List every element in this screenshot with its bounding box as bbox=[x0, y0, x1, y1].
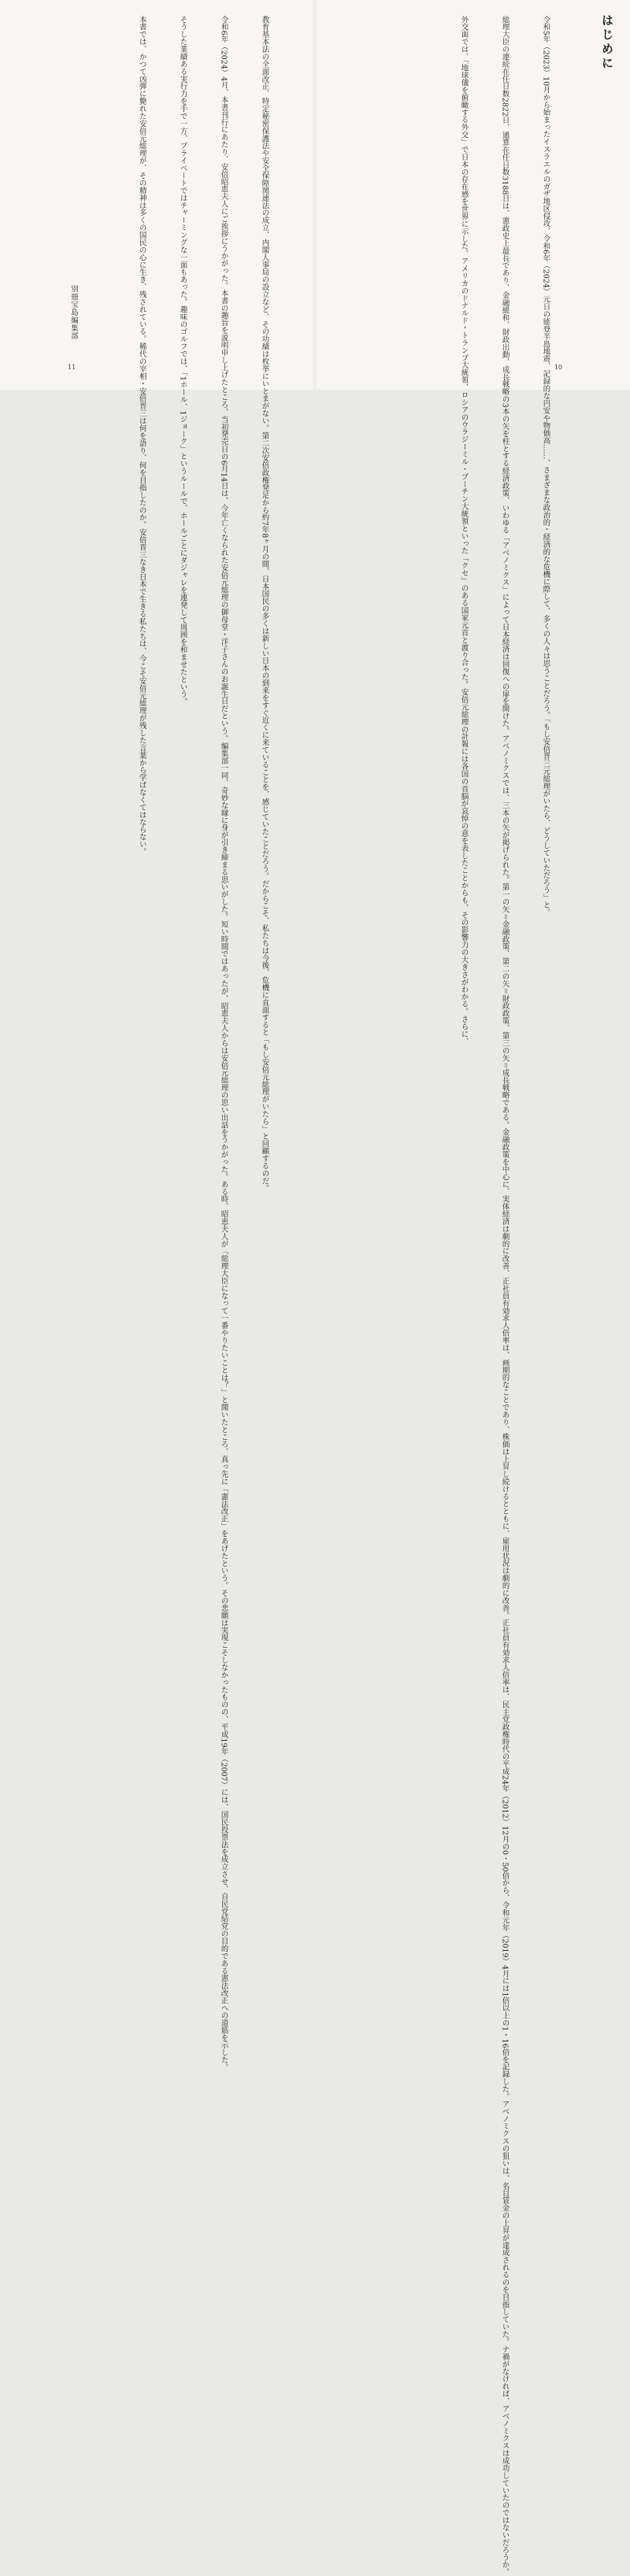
right-paragraph-1: 令和5年（2023）10月から始まったイスラエルのガザ地区侵攻、令和6年（2024）元日の能登半島地震、記録的な円安や物価高……、さまざまな政治的・経済的な危機に際して、多くの人々は思うことだろう。「もし安倍晋三元総理がいたら、どうしていただろう」と。 bbox=[541, 16, 550, 916]
left-paragraph-1: 教育基本法の全面改正、特定秘密保護法や安全保障関連法の成立、内閣人事局の設立など、その功績は枚挙にいとまがない。第二次安倍政権発足から約7年8ヶ月の間、日本国民の多くは新しい日本の到来をすぐ近くに来ていることを、感じていたことだろう。だからこそ、私たちは今後、危機に直面すると「もし安倍元総理がいたら」と回顧するのだ。 bbox=[260, 16, 269, 1193]
right-paragraph-2: 総理大臣の連続在任日数2822日、通算在任日数3188日は、憲政史上最長であり、金融緩和、財政出動、成長戦略の3本の矢を柱とする経済政策、いわゆる「アベノミクス」によって日本経済は回復への扉を開けた。アベノミクスでは、三本の矢が掲げられた。第一の矢＝金融政策、第二の矢＝財政政策、第三の矢＝成長戦略である。金融政策を中心に、実体経済は劇的に改善、正社員有効求人倍率は、画期的なことであり、株価は上昇し続けるとともに、雇用状況は劇的に改善。正社員有効求人倍率は、民主党政権時代の平成24年（2012）12月の0・50倍から、令和元年（2019）4月には1倍以上の1・16倍を記録した。アベノミクスの狙いは、名目賃金の上昇が達成されるのを目指していた。ナ禍がなければ、アベノミクスは成功していたのではないだろうか。 bbox=[500, 16, 510, 2576]
right-page-body bbox=[332, 16, 580, 2576]
left-page bbox=[0, 0, 314, 2071]
right-page bbox=[316, 0, 630, 2576]
left-paragraph-4: 本書では、かつて凶弾に斃れた安倍元総理が、その精神は多くの国民の心に生き、残されている。稀代の宰相・安倍晋三は何を語り、何を目指したのか。安倍晋三なき日本で生きる私たちは、今こそ安倍元総理が残した言葉から学ばなくてはならない。 bbox=[137, 16, 146, 856]
left-paragraph-2: 令和6年（2024）4月、本書刊行にあたり、安倍昭恵夫人にご挨拶にうかがった。本書の趣旨を説明申し上げたところ、当初発売日の6月14日は、今年亡くなられた安倍元総理の御母堂・洋子さんのお誕生日だという。編集部一同、奇妙な縁に身が引き締まる思いがした。短い時間ではあったが、昭恵夫人からは安倍元総理の思い出話をうかがった。ある時、昭恵夫人が「総理大臣になって一番やりたいことは？」と聞いたところ、真っ先に「憲法改正」をあげたという。その悲願は実現こそしなかったものの、平成19年（2007）には、国民投票法を成立させ、自民党結党の目的である憲法改正への道筋を示した。 bbox=[219, 16, 228, 2071]
left-paragraph-3: そうした業績ある実行力を手で一方、プライベートではチャーミングな一面もあった。趣味のゴルフでは、「1ホール、1ジョーク」というルールで、ホールごとにダジャレを連発して周囲を和ませたという。 bbox=[178, 16, 187, 705]
section-heading: はじめに bbox=[600, 14, 614, 71]
page-number-right: 10 bbox=[554, 364, 562, 371]
editorial-signature: 別冊宝島編集部 bbox=[69, 285, 78, 340]
page-number-left: 11 bbox=[68, 364, 76, 371]
right-paragraph-3: 外交面では、「地球儀を俯瞰する外交」で日本の存在感を世界に示した。アメリカのドナルド・トランプ大統領、ロシアのウラジーミル・プーチン大統領といった「クセ」のある国家元首と渡り合った。安倍元総理の計報には各国の首脳が哀悼の意を表したことからも、その影響力の大きさがわかる。さらに、 bbox=[459, 16, 469, 1046]
